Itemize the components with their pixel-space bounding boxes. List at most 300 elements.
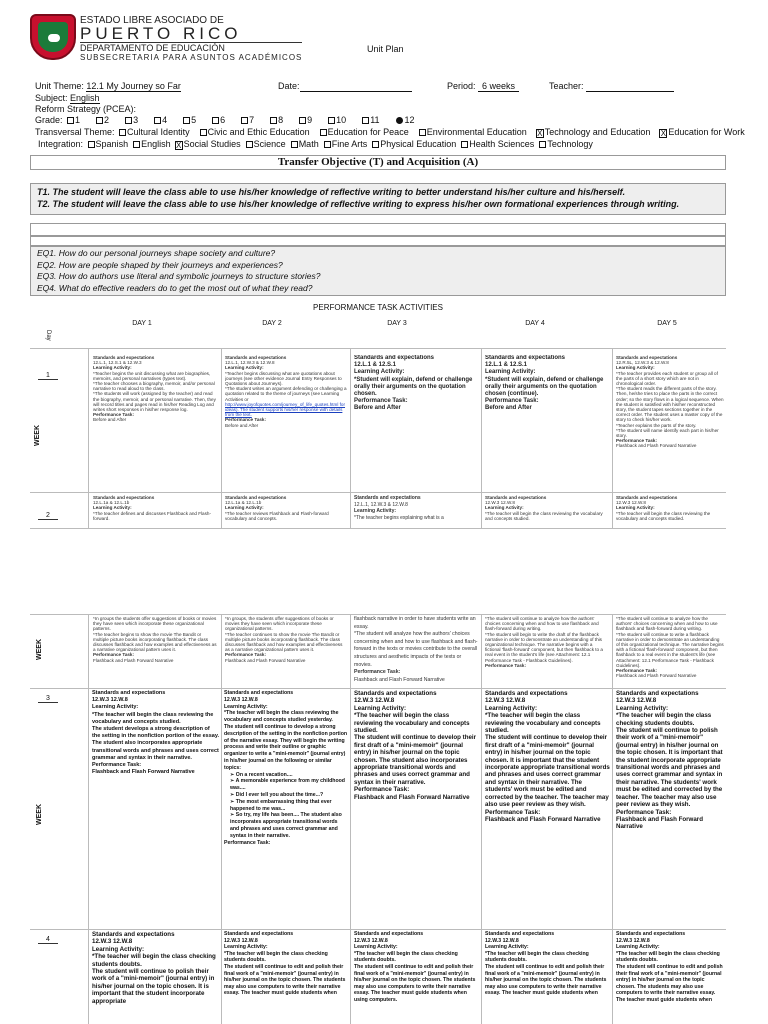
cell-line: Learning Activity: (224, 703, 268, 710)
grade-option-10[interactable] (326, 115, 346, 125)
cell-line: ➢ Did I ever tell you about the time...? (230, 791, 324, 798)
teacher-label: Teacher: (549, 81, 584, 91)
cell-line: Learning Activity: (225, 365, 264, 371)
checkbox-icon (291, 141, 298, 148)
cell-line: Learning Activity: (92, 945, 145, 953)
checkbox-icon (96, 117, 103, 124)
cell-line: Standards and expectations (93, 355, 155, 360)
grade-option-9[interactable] (297, 115, 312, 125)
transversal-option-label: Technology and Education (544, 127, 651, 137)
acquisition-blank-row-2 (30, 236, 726, 246)
cell-line: *Student will explain, defend or challenge orally their arguments on the quotation chosen. (354, 376, 473, 398)
cell-line: Flashback and Flash Forward Narrative (92, 769, 195, 776)
checkbox-icon (320, 129, 327, 136)
cell-line: Standards and expectations (225, 355, 287, 360)
checkbox-icon (125, 117, 132, 124)
week3-day5-cell (616, 690, 724, 927)
integration-option[interactable] (289, 139, 319, 149)
cell-line: 12.L.1, 12.W.3 & 12.W.8 (354, 501, 408, 508)
transversal-option-label: Education for Work (668, 127, 745, 137)
cell-line: Before and After (354, 405, 401, 412)
cell-line: ➢ On a recent vacation.... (230, 771, 293, 778)
cell-line: Learning Activity: (485, 944, 529, 951)
period-field (447, 81, 519, 92)
cell-line: *The student will analyze how the authors' choices concerning when and how to use flashback and flash-forward in the texts or movies contribute to the overall structures and aesthetic impacts of the texts or movies. (354, 631, 478, 668)
cell-line: Learning Activity: (93, 365, 132, 371)
essential-question-3: EQ3. How do authors use literal and symbolic journeys to structure stories? (37, 271, 321, 281)
subject-label: Subject: (35, 93, 68, 103)
integration-option-label: Math (298, 139, 319, 149)
cell-line: ➢ So try, my life has been.... The student also incorporates appropriate transitional words and phrases and uses correct grammar and syntax in their narrative. (230, 812, 342, 839)
cell-line: The student will continue to edit and polish their final work of a "mini-memoir" (journal entry) in his/her journal on the topic chosen. The students may also use computers to write their narrative essay. The teacher must guide students when (485, 963, 607, 997)
cell-line: 12.L.1, 12.S.1 & 12.W.3 (93, 360, 142, 366)
transversal-option-label: Environmental Education (426, 127, 527, 137)
week1-day3-cell (354, 355, 478, 490)
cell-line: Standards and expectations (485, 931, 555, 937)
cell-line: Standards and expectations (616, 355, 678, 360)
week3-day4-cell (485, 690, 610, 927)
cell-line: 12.W.3 12.W.8 (485, 500, 515, 506)
cell-line: flashback narrative in order to have students write an essay. (354, 616, 476, 630)
checkbox-icon (328, 117, 335, 124)
cell-line: *In groups the students offer suggestions of books or movies they have seen which incorporate these organizational patterns. (93, 616, 217, 632)
grade-option-4[interactable] (152, 115, 167, 125)
transversal-option[interactable] (198, 127, 310, 137)
date-field (278, 81, 412, 92)
day-2-header: DAY 2 (262, 320, 282, 327)
cell-line: 12.W.3 12.W.8 (224, 937, 258, 944)
checkbox-icon (183, 117, 190, 124)
cell-line: Performance Task: (224, 839, 271, 846)
checkbox-icon (246, 141, 253, 148)
grade-option-label: 4 (162, 115, 168, 125)
cell-line: *Teacher begins discussing what are quotations about journeys (see other evidence Journal Entry Responses to Quotations about Journeys). (225, 370, 342, 387)
week1-day1-cell (93, 355, 218, 490)
cell-line: *The teacher will begin the class checking students doubts. (354, 950, 458, 964)
transversal-option-label: Civic and Ethic Education (207, 127, 310, 137)
cell-line[interactable]: http://www.joyofquotes.com/journey_of_life_quotes.html for ideas). The student supports his/her response with details from the text. (225, 401, 346, 418)
unit-theme-field (35, 81, 181, 92)
integration-option[interactable] (322, 139, 368, 149)
week1-day2-cell (225, 355, 347, 490)
checked-box-icon: X (660, 129, 667, 138)
checkbox-icon (241, 117, 248, 124)
grade-option-1[interactable] (65, 115, 80, 125)
cell-line: Performance Task: (92, 762, 142, 769)
checkbox-icon (539, 141, 546, 148)
grade-options (65, 115, 429, 125)
integration-option[interactable] (86, 139, 129, 149)
cell-line: Performance Task: (485, 662, 527, 668)
transversal-option-label: Education for Peace (327, 127, 409, 137)
week-3-number: 3 (30, 695, 66, 702)
week4-day2-cell (224, 931, 348, 1024)
checkbox-icon (154, 117, 161, 124)
transversal-option[interactable] (535, 127, 651, 137)
cell-line: *Teacher begins the unit discussing what are biographies, memoirs, and personal narratives (types text). (93, 370, 211, 381)
cell-line: Performance Task: (354, 398, 408, 405)
checkbox-icon (133, 141, 140, 148)
cell-line: Flashback and Flash Forward Narrative (616, 815, 703, 831)
cell-line: Performance Task: (225, 652, 267, 658)
checkbox-icon (396, 117, 403, 124)
date-input[interactable] (300, 83, 412, 92)
day-3-header: DAY 3 (387, 320, 407, 327)
cell-line: Learning Activity: (485, 505, 524, 511)
transversal-label: Transversal Theme: (35, 127, 115, 137)
transversal-option[interactable] (117, 127, 190, 137)
cell-line: *The student will begin to write the draft of the flashback narrative in order to demonstrate an understanding of this organizational technique. The narrative begins with a fictional 'flash-forward' component, but then flashback to a real event in the student's life (see Attachment: 12.1 Performance Task - Flashback Guidelines). (485, 631, 603, 663)
transversal-option[interactable] (318, 127, 409, 137)
week2-day1-cont-cell (93, 616, 218, 686)
cell-line: Performance Task: (616, 438, 658, 444)
cell-line: Standards and expectations (616, 690, 699, 697)
transfer-objective-t1: T1. The student will leave the class able to use his/her knowledge of reflective writing to better understand his/her culture and his/herself. (37, 187, 626, 197)
week2-day3-cont-cell (354, 616, 478, 686)
checkbox-icon (419, 129, 426, 136)
grade-option-label: 8 (278, 115, 284, 125)
cell-line: Performance Task: (485, 808, 541, 816)
cell-line: 12.W.3 12.W.8 (224, 696, 258, 703)
cell-line: 12.L.1 & 12.S.1 (354, 362, 397, 369)
cell-line: Learning Activity: (616, 505, 655, 511)
cell-line: *The teacher chooses a biography, memoir, and/or personal narrative to read aloud to the class. (93, 381, 215, 392)
grade-option-label: 7 (249, 115, 255, 125)
day-5-header: DAY 5 (657, 320, 677, 327)
cell-line: 12.W.3 12.W.8 (354, 697, 395, 705)
org-line-1: ESTADO LIBRE ASOCIADO DE (80, 15, 224, 26)
cell-line: Learning Activity: (616, 704, 669, 712)
cell-line: 12.W.3 12.W.8 (485, 937, 519, 944)
cell-line: 12.L.1a & 12.L.1b (93, 500, 130, 506)
week1-day4-cell (485, 355, 609, 490)
checked-box-icon: X (175, 141, 182, 150)
week-2-number: 2 (30, 512, 66, 519)
essential-question-4: EQ4. What do effective readers do to get the most out of what they read? (37, 282, 313, 293)
integration-option[interactable] (131, 139, 171, 149)
integration-option-label: Physical Education (380, 139, 457, 149)
cell-line: *The student will continue to write a flashback narrative in order to demonstrate an understanding of this organizational technique. The narrative begins with a fictional 'flash-forward' component, but then flashback to a real event in the student's life (see Attachment: 12.1 Performance Task - Flashback Guidelines). (616, 631, 724, 668)
day-4-header: DAY 4 (525, 320, 545, 327)
cell-line: Standards and expectations (485, 355, 566, 361)
cell-line: *The student will continue to analyze how the authors' choices concerning when and how to use flashback and flash-forward during writing. (485, 616, 599, 632)
cell-line: Learning Activity: (224, 944, 268, 951)
org-line-3: DEPARTAMENTO DE EDUCACIÓN (80, 42, 302, 53)
cell-line: *Teacher explains the parts of the story. (616, 422, 697, 428)
puerto-rico-seal-logo (30, 14, 76, 60)
transfer-objectives-box (30, 183, 726, 215)
cell-line: The student will continue to edit and polish their final work of a "mini-memoir" (journal entry) in his/her journal on the topic chosen. The students may also use computers to write their narrative essay. The teacher must guide students when using computers. (354, 963, 476, 1003)
cell-line: Learning Activity: (616, 365, 655, 371)
grade-option-8[interactable] (268, 115, 283, 125)
cell-line: *Student will explain, defend or challenge orally their arguments on the quotation chosen (continue). (485, 376, 604, 398)
cell-line: Flashback and Flash Forward Narrative (354, 793, 470, 801)
acquisition-blank-row (30, 223, 726, 236)
cell-line: *The teacher will begin the class reviewing the vocabulary and concepts studied. (616, 510, 711, 521)
grade-option-11[interactable] (360, 115, 379, 125)
essential-question-1: EQ1. How do our personal journeys shape society and culture? (37, 248, 276, 258)
cell-line: The student develops a strong description of the setting in the nonfiction portion of the essay. The student also incorporates appropriate transitional words and phrases and uses correct grammar and syntax in their narrative. (92, 726, 219, 761)
cell-line: Standards and expectations (225, 495, 287, 500)
cell-line: The student will continue to develop their first draft of a "mini-memoir" (journal entry) in his/her journal on the topic chosen. The student also incorporates appropriate transitional words and phrases and uses correct grammar and syntax in their narrative. (354, 734, 477, 786)
org-line-2: PUERTO RICO (80, 24, 242, 43)
cell-line: 12.L.1 & 12.S.1 (485, 362, 528, 369)
integration-option-label: Health Sciences (469, 139, 535, 149)
integration-option[interactable] (370, 139, 456, 149)
cell-line: Standards and expectations (224, 931, 294, 937)
unit-theme-value[interactable]: 12.1 My Journey so Far (86, 81, 181, 91)
grade-option-7[interactable] (239, 115, 254, 125)
cell-line: Standards and expectations (93, 495, 155, 500)
integration-option[interactable] (174, 139, 241, 149)
period-value[interactable]: 6 weeks (478, 81, 519, 92)
cell-line: The student will continue to edit and polish their final work of a "mini-memoir" (journal entry) in his/her journal on the topic chosen. The students may also use computers to write their narrative essay. The teacher must guide students when (616, 963, 723, 1003)
grade-option-label: 11 (370, 115, 380, 125)
cell-line: Flashback and Flash Forward Narrative (616, 443, 697, 449)
grade-option-12[interactable] (394, 115, 415, 125)
week3-day2-cell (224, 690, 348, 927)
week4-day4-cell (485, 931, 610, 1024)
grade-option-3[interactable] (123, 115, 138, 125)
reform-field (35, 104, 136, 115)
date-label: Date: (278, 81, 300, 91)
cell-line: *The teacher continues to show the movie The Bandit or multiple picture books incorporating flashback. The class discusses flashback and how examples and effectiveness as a narrative organizational pattern uses it. (225, 631, 343, 653)
cell-line: *The teacher will begin the class checking students doubts. (616, 950, 720, 964)
checkbox-icon (200, 129, 207, 136)
week2-day5-cont-cell (616, 616, 724, 686)
cell-line: *The teacher will begin the class checking students doubts. (92, 953, 216, 968)
grade-option-label: 6 (220, 115, 226, 125)
cell-line: *The teacher will begin the class reviewing the vocabulary and concepts studied. (354, 712, 470, 735)
cell-line: 12.R.5L, 12.W.3 & 12.W.8 (616, 360, 669, 366)
cell-line: Before and After (225, 422, 259, 428)
week3-day1-cell (92, 690, 219, 927)
integration-option[interactable] (537, 139, 593, 149)
cell-line: 12.W.3 12.W.8 (92, 697, 128, 704)
performance-task-title: PERFORMANCE TASK ACTIVITIES (313, 303, 443, 312)
cell-line: The student will continue to develop their first draft of a "mini-memoir" (journal entry) in his/her journal on the topic chosen. It is important that the student incorporate appropriate transitional words and phrases and uses correct grammar and syntax in their narrative. The students' work must be edited and corrected by the teacher. The teacher may also use peer review as they wish. (485, 734, 610, 809)
cell-line: *The student will name identify each part in his/her story. (616, 427, 719, 439)
cell-line: Performance Task: (354, 669, 401, 676)
checkbox-icon (270, 117, 277, 124)
cell-line: Standards and expectations (92, 931, 175, 938)
transversal-field (35, 127, 745, 138)
essential-question-2: EQ2. How are people shaped by their journeys and experiences? (37, 259, 283, 270)
cell-line: *The students will work (assigned by the teacher) and read the biography, memoir, and or personal narrative. Then, they will record titles and pages read in his/her Reading Log and writes short responses in his/her response log. (93, 391, 216, 413)
grade-option-6[interactable] (210, 115, 225, 125)
transversal-options (117, 127, 753, 137)
cell-line: Learning Activity: (354, 704, 407, 712)
cell-line: 12.W.3 12.W.8 (92, 938, 133, 946)
teacher-field (549, 81, 674, 92)
cell-line: The student will continue to polish their work of a "mini-memoir" (journal entry) in his/her journal on the topic chosen. It is important that the student incorporate appropriate transitional words and phrases and uses correct grammar and syntax in their narrative. The students' work must be edited and corrected by the teacher. The teacher may also use peer review as they wish. (616, 727, 723, 809)
checkbox-icon (324, 141, 331, 148)
cell-line: *The teacher provides each student or group all of the parts of a short story which are not in chronological order. (616, 370, 718, 387)
week-1-label: WEEK (34, 425, 41, 446)
cell-line: The student will continue to polish their work of a "mini-memoir" (journal entry) in his/her journal on the topic chosen. It is important that the student incorporate appropriate (92, 968, 215, 1005)
cell-line: Performance Task: (93, 652, 135, 658)
integration-field (38, 139, 738, 150)
week4-day1-cell (92, 931, 219, 1024)
checkbox-icon (461, 141, 468, 148)
cell-line: ➢ A memorable experience from my childhood was.... (230, 778, 345, 792)
checkbox-icon (67, 117, 74, 124)
grade-option-label: 2 (104, 115, 110, 125)
cell-line: Before and After (485, 405, 532, 412)
transversal-option[interactable] (658, 127, 744, 137)
grade-option-label: 10 (336, 115, 347, 125)
cell-line: *The teacher begins to show the movie The Bandit or multiple picture books incorporating flashback. The class discusses flashback and how examples and effectiveness as a narrative organizational pattern uses it. (93, 631, 217, 653)
cell-line: Learning Activity: (93, 505, 132, 511)
cell-line: 12.W.3 12.W.8 (485, 697, 526, 705)
grade-option-label: 3 (133, 115, 139, 125)
week3-day3-cell (354, 690, 479, 927)
checkbox-icon (372, 141, 379, 148)
cell-line: *The teacher will begin the class checking students doubts. (485, 950, 589, 964)
cell-line: Performance Task: (616, 668, 658, 674)
checked-box-icon: X (537, 129, 543, 138)
week-4-number: 4 (30, 936, 66, 943)
cell-line: Performance Task: (354, 786, 410, 794)
reform-label: Reform Strategy (PCEA): (35, 104, 137, 114)
integration-option-label: English (141, 139, 171, 149)
cell-line: Standards and expectations (616, 931, 686, 937)
cell-line: Learning Activity: (485, 704, 538, 712)
week-3-label: WEEK (36, 804, 43, 825)
cell-line: Learning Activity: (354, 369, 405, 376)
cell-line: Performance Task: (616, 808, 672, 816)
cell-line: *The student will continue to analyze how the authors' choices concerning when and how to use flashback and flash-forward during writing. (616, 616, 718, 632)
integration-options (86, 139, 596, 149)
cell-line: Learning Activity: (92, 704, 139, 711)
week2-day4-cell (485, 495, 609, 527)
cell-line: ➢ The most embarrassing thing that ever happened to me was... (230, 798, 332, 812)
cell-line: Standards and expectations (354, 355, 435, 361)
cell-line: *The teacher will begin the class checking students doubts. (224, 950, 328, 964)
cell-line: Flashback and Flash Forward Narrative (616, 673, 697, 679)
cell-line: *The teacher will begin the class reviewing the vocabulary and concepts studied. (485, 712, 601, 735)
checkbox-icon (119, 129, 126, 136)
week2-day4-cont-cell (485, 616, 609, 686)
cell-line: Flashback and Flash Forward Narrative (93, 657, 174, 663)
grade-option-label: 9 (307, 115, 313, 125)
cell-line: Learning Activity: (616, 944, 660, 951)
cell-line: Standards and expectations (616, 495, 678, 500)
cell-line: *The teacher will begin the class reviewing the vocabulary and concepts studied. (485, 510, 603, 521)
subject-value[interactable]: English (70, 93, 100, 103)
checkbox-icon (362, 117, 369, 124)
checkbox-icon (299, 117, 306, 124)
cell-line: Standards and expectations (485, 495, 547, 500)
org-line-4: SUBSECRETARIA PARA ASUNTOS ACADÉMICOS (80, 53, 303, 62)
week2-day1-cell (93, 495, 218, 527)
cell-line: *The student reads the different parts of the story. Then, he/she tries to place the parts in the correct order; so the story flows in a logical sequence. When the student is satisfied with his/her reconstructed story, the student tapes sections together in the correct order. The student uses a master copy of the story to check his/her work. (616, 386, 724, 423)
cell-line: *In groups, the students offer suggestions of books or movies they have seen which incorporate these organizational patterns. (225, 616, 334, 632)
week2-day2-cell (225, 495, 347, 527)
cell-line: 12.L.1, 12.W.3 & 12.W.8 (225, 360, 275, 366)
period-label: Period: (447, 81, 479, 91)
cell-line: Flashback and Flash Forward Narrative (225, 657, 306, 663)
cell-line: Performance Task: (93, 412, 135, 418)
grade-label: Grade: (35, 115, 63, 125)
cell-line: The student will continue to edit and polish their final work of a "mini-memoir" (journal entry) in his/her journal on the topic chosen. The students may also use computers to write their narrative essay. The teacher must guide students when (224, 963, 346, 997)
organization-header (80, 16, 302, 62)
grade-option-label: 5 (191, 115, 197, 125)
grade-option-2[interactable] (94, 115, 109, 125)
transversal-option-label: Cultural Identity (127, 127, 190, 137)
integration-option[interactable] (459, 139, 534, 149)
week-1-number: 1 (30, 372, 66, 379)
integration-option-label: Spanish (95, 139, 129, 149)
cell-line: The student will continue to develop a strong description of the setting in the nonfiction portion of the narrative essay. They will begin the writing process and write their outline or graphic organizer to write a "mini-memoir" (journal entry) in his/her journal on the following or similar topics: (224, 723, 348, 771)
cell-line: 12.W.3 12.W.8 (616, 937, 650, 944)
integration-option[interactable] (244, 139, 286, 149)
transfer-objective-t2: T2. The student will leave the class able to use his/her knowledge of reflective writing to express his/her own formational experiences through writing. (37, 199, 680, 209)
week2-day3-cell (354, 495, 478, 527)
cell-line: *The teacher defines and discusses Flashback and Flash-forward. (93, 510, 211, 521)
cell-line: *The teacher begins explaining what is a (354, 514, 444, 521)
integration-option-label: Technology (547, 139, 593, 149)
cell-line: 12.W.3 12.W.8 (616, 697, 657, 705)
cell-line: Standards and expectations (354, 495, 421, 501)
cell-line: Standards and expectations (485, 690, 568, 697)
doc-title: Unit Plan (367, 44, 404, 54)
cell-line: Flashback and Flash Forward Narrative (354, 676, 445, 683)
checkbox-icon (212, 117, 219, 124)
teacher-input[interactable] (586, 83, 674, 92)
grade-option-5[interactable] (181, 115, 196, 125)
cell-line: *The student writes an argument defending or challenging a quotation related to the theme of journeys (see Learning Activities or (225, 386, 347, 402)
day-1-header: DAY 1 (132, 320, 152, 327)
unit-theme-label: Unit Theme: (35, 81, 84, 91)
week-2-continued-label: WEEK (36, 639, 43, 660)
cell-line: *The teacher will begin the class checking students doubts. (616, 712, 712, 727)
cell-line: 12.L.1a & 12.L.1b (225, 500, 262, 506)
cell-line: Before and After (93, 417, 127, 423)
cell-line: 12.W.3 12.W.8 (616, 500, 646, 506)
cell-line: Standards and expectations (224, 690, 294, 696)
transfer-section-title: Transfer Objective (T) and Acquisition (A) (30, 155, 726, 170)
week4-day5-cell (616, 931, 724, 1024)
cell-line: Standards and expectations (92, 690, 166, 696)
checkbox-icon (88, 141, 95, 148)
cell-line: Flashback and Flash Forward Narrative (485, 815, 601, 823)
essential-questions-box (30, 246, 726, 296)
subject-field (35, 93, 100, 104)
cell-line: Performance Task: (485, 398, 539, 405)
cell-line: Standards and expectations (354, 931, 424, 937)
cell-line: Performance Task: (225, 417, 267, 423)
grade-option-label: 1 (75, 115, 81, 125)
grade-field (35, 115, 475, 126)
cell-line: 12.W.3 12.W.8 (354, 937, 388, 944)
cell-line: Learning Activity: (225, 505, 264, 511)
day-column-label: Day (45, 330, 51, 341)
cell-line: Standards and expectations (354, 690, 437, 697)
cell-line: *The teacher will begin the class reviewing the vocabulary and concepts studied. (92, 711, 214, 725)
integration-label: Integration: (38, 139, 84, 149)
cell-line: Learning Activity: (354, 944, 398, 951)
week2-day2-cont-cell (225, 616, 347, 686)
cell-line: *The teacher reviews Flashback and Flash-forward vocabulary and concepts. (225, 510, 329, 521)
transversal-option[interactable] (417, 127, 527, 137)
integration-option-label: Fine Arts (331, 139, 368, 149)
week4-day3-cell (354, 931, 479, 1024)
week1-day5-cell (616, 355, 724, 490)
cell-line: *The teacher will begin the class reviewing the vocabulary and concepts studied yesterday. (224, 710, 339, 724)
grade-option-label: 12 (404, 115, 415, 125)
cell-line: Learning Activity: (485, 369, 536, 376)
